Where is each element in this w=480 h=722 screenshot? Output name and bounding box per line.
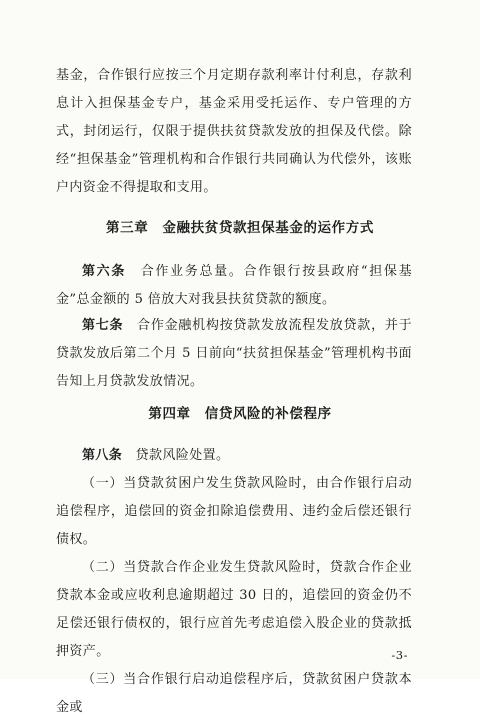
article-8-label: 第八条 [82,448,123,463]
chapter-3-heading: 第三章 金融扶贫贷款担保基金的运作方式 [106,220,374,236]
article-7-text: 合作金融机构按贷款发放流程发放贷款，并于贷款发放后第二个月 5 日前向“扶贫担保基金”管理机构书面告知上月贷款发放情况。 [56,318,412,389]
article-8-item-2: （二）当贷款合作企业发生贷款风险时，贷款合作企业贷款本金或应收利息逾期超过 30 日的，追偿回的资金仍不足偿还银行债权的，银行应首先考虑追偿入股企业的贷款抵押资产。 [56,560,412,659]
article-6-paragraph [56,258,412,314]
page-number: -3- [391,648,408,662]
article-8-text: 贷款风险处置。 [122,448,230,463]
article-8-paragraph [56,442,412,470]
intro-paragraph-block [56,62,412,202]
article-7-block [56,312,412,396]
article-7-label: 第七条 [82,318,124,333]
article-8-item-1: （一）当贷款贫困户发生贷款风险时，由合作银行启动追偿程序，追偿回的资金扣除追偿费用、违约金后偿还银行债权。 [56,476,412,547]
article-6-label: 第六条 [82,264,127,279]
article-7-paragraph [56,312,412,396]
intro-paragraph: 基金，合作银行应按三个月定期存款利率计付利息，存款利息计入担保基金专户，基金采用受托运作、专户管理的方式，封闭运行，仅限于提供扶贫贷款发放的担保及代偿。除经“担保基金”管理机构和合作银行共同确认为代偿外，该账户内资金不得提取和支用。 [56,68,412,195]
article-8-item-3: （三）当合作银行启动追偿程序后，贷款贫困户贷款本金或 [56,672,412,715]
article-8-block [56,442,412,722]
article-6-block [56,258,412,314]
chapter-4-heading: 第四章 信贷风险的补偿程序 [148,406,332,422]
article-6-text: 合作业务总量。合作银行按县政府“担保基金”总金额的 5 倍放大对我县扶贫贷款的额度。 [56,264,412,307]
